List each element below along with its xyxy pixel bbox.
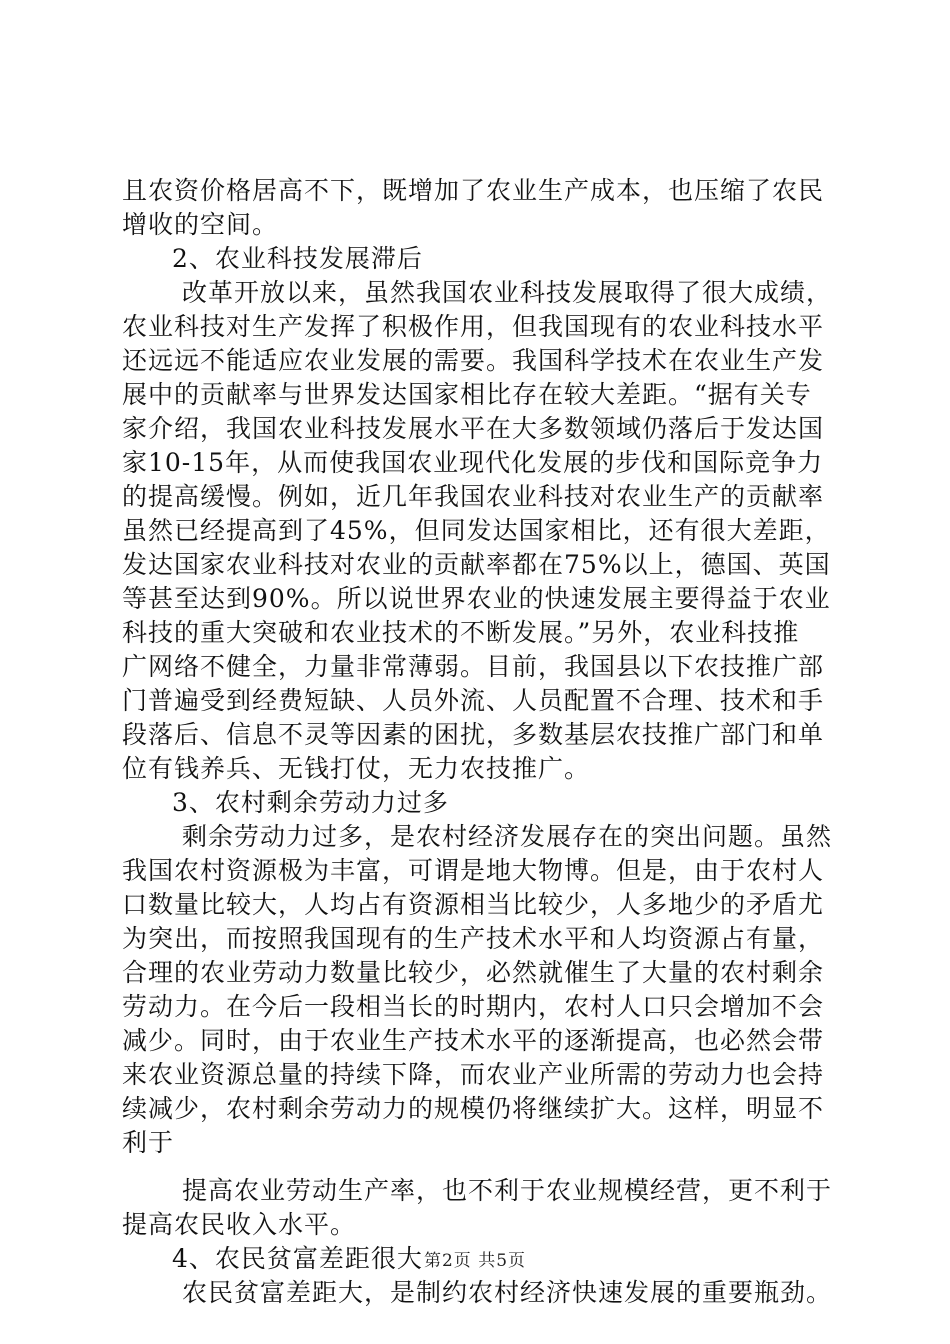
text-line: 增收的空间。 <box>122 210 279 239</box>
text-line: 发达国家农业科技对农业的贡献率都在75%以上，德国、英国 <box>122 550 831 579</box>
text-line: 口数量比较大，人均占有资源相当比较少，人多地少的矛盾尤 <box>122 890 825 919</box>
text-line: 段落后、信息不灵等因素的困扰，多数基层农技推广部门和单 <box>122 720 825 749</box>
text-line: 且农资价格居高不下，既增加了农业生产成本，也压缩了农民 <box>122 176 825 205</box>
page-footer: 第2页 共5页 <box>423 1251 527 1271</box>
text-line: 提高农业劳动生产率，也不利于农业规模经营，更不利于 <box>182 1176 833 1205</box>
text-line: 的提高缓慢。例如，近几年我国农业科技对农业生产的贡献率 <box>122 482 825 511</box>
body-text <box>122 174 832 1310</box>
text-line: 改革开放以来，虽然我国农业科技发展取得了很大成绩， <box>182 278 833 307</box>
text-line: 门普遍受到经费短缺、人员外流、人员配置不合理、技术和手 <box>122 686 825 715</box>
text-line: 减少。同时，由于农业生产技术水平的逐渐提高，也必然会带 <box>122 1026 825 1055</box>
text-line: 广网络不健全，力量非常薄弱。目前，我国县以下农技推广部 <box>122 652 825 681</box>
text-line: 续减少，农村剩余劳动力的规模仍将继续扩大。这样，明显不 <box>122 1094 825 1123</box>
section-heading: 3、农村剩余劳动力过多 <box>172 788 449 817</box>
text-line: 虽然已经提高到了45%，但同发达国家相比，还有很大差距， <box>122 516 831 545</box>
text-line: 利于 <box>122 1128 175 1157</box>
text-line: 家介绍，我国农业科技发展水平在大多数领域仍落后于发达国 <box>122 414 825 443</box>
text-line: 来农业资源总量的持续下降，而农业产业所需的劳动力也会持 <box>122 1060 825 1089</box>
text-line: 合理的农业劳动力数量比较少，必然就催生了大量的农村剩余 <box>122 958 825 987</box>
text-line: 位有钱养兵、无钱打仗，无力农技推广。 <box>122 754 591 783</box>
text-line: 农民贫富差距大，是制约农村经济快速发展的重要瓶劲。 <box>182 1278 833 1307</box>
section-heading: 4、农民贫富差距很大 <box>172 1244 423 1273</box>
text-line: 我国农村资源极为丰富，可谓是地大物博。但是，由于农村人 <box>122 856 825 885</box>
text-line: 劳动力。在今后一段相当长的时期内，农村人口只会增加不会 <box>122 992 825 1021</box>
text-line: 农业科技对生产发挥了积极作用，但我国现有的农业科技水平 <box>122 312 825 341</box>
text-line: 提高农民收入水平。 <box>122 1210 357 1239</box>
text-line: 科技的重大突破和农业技术的不断发展。”另外，农业科技推 <box>122 618 800 647</box>
section-heading: 2、农业科技发展滞后 <box>172 244 423 273</box>
text-line: 展中的贡献率与世界发达国家相比存在较大差距。“据有关专 <box>122 380 812 409</box>
text-line: 等甚至达到90%。所以说世界农业的快速发展主要得益于农业 <box>122 584 831 613</box>
text-line: 剩余劳动力过多，是农村经济发展存在的突出问题。虽然 <box>182 822 833 851</box>
text-line: 还远远不能适应农业发展的需要。我国科学技术在农业生产发 <box>122 346 825 375</box>
text-line: 家10-15年，从而使我国农业现代化发展的步伐和国际竞争力 <box>122 448 824 477</box>
text-line: 为突出，而按照我国现有的生产技术水平和人均资源占有量， <box>122 924 825 953</box>
paragraph-gap <box>122 1160 832 1174</box>
